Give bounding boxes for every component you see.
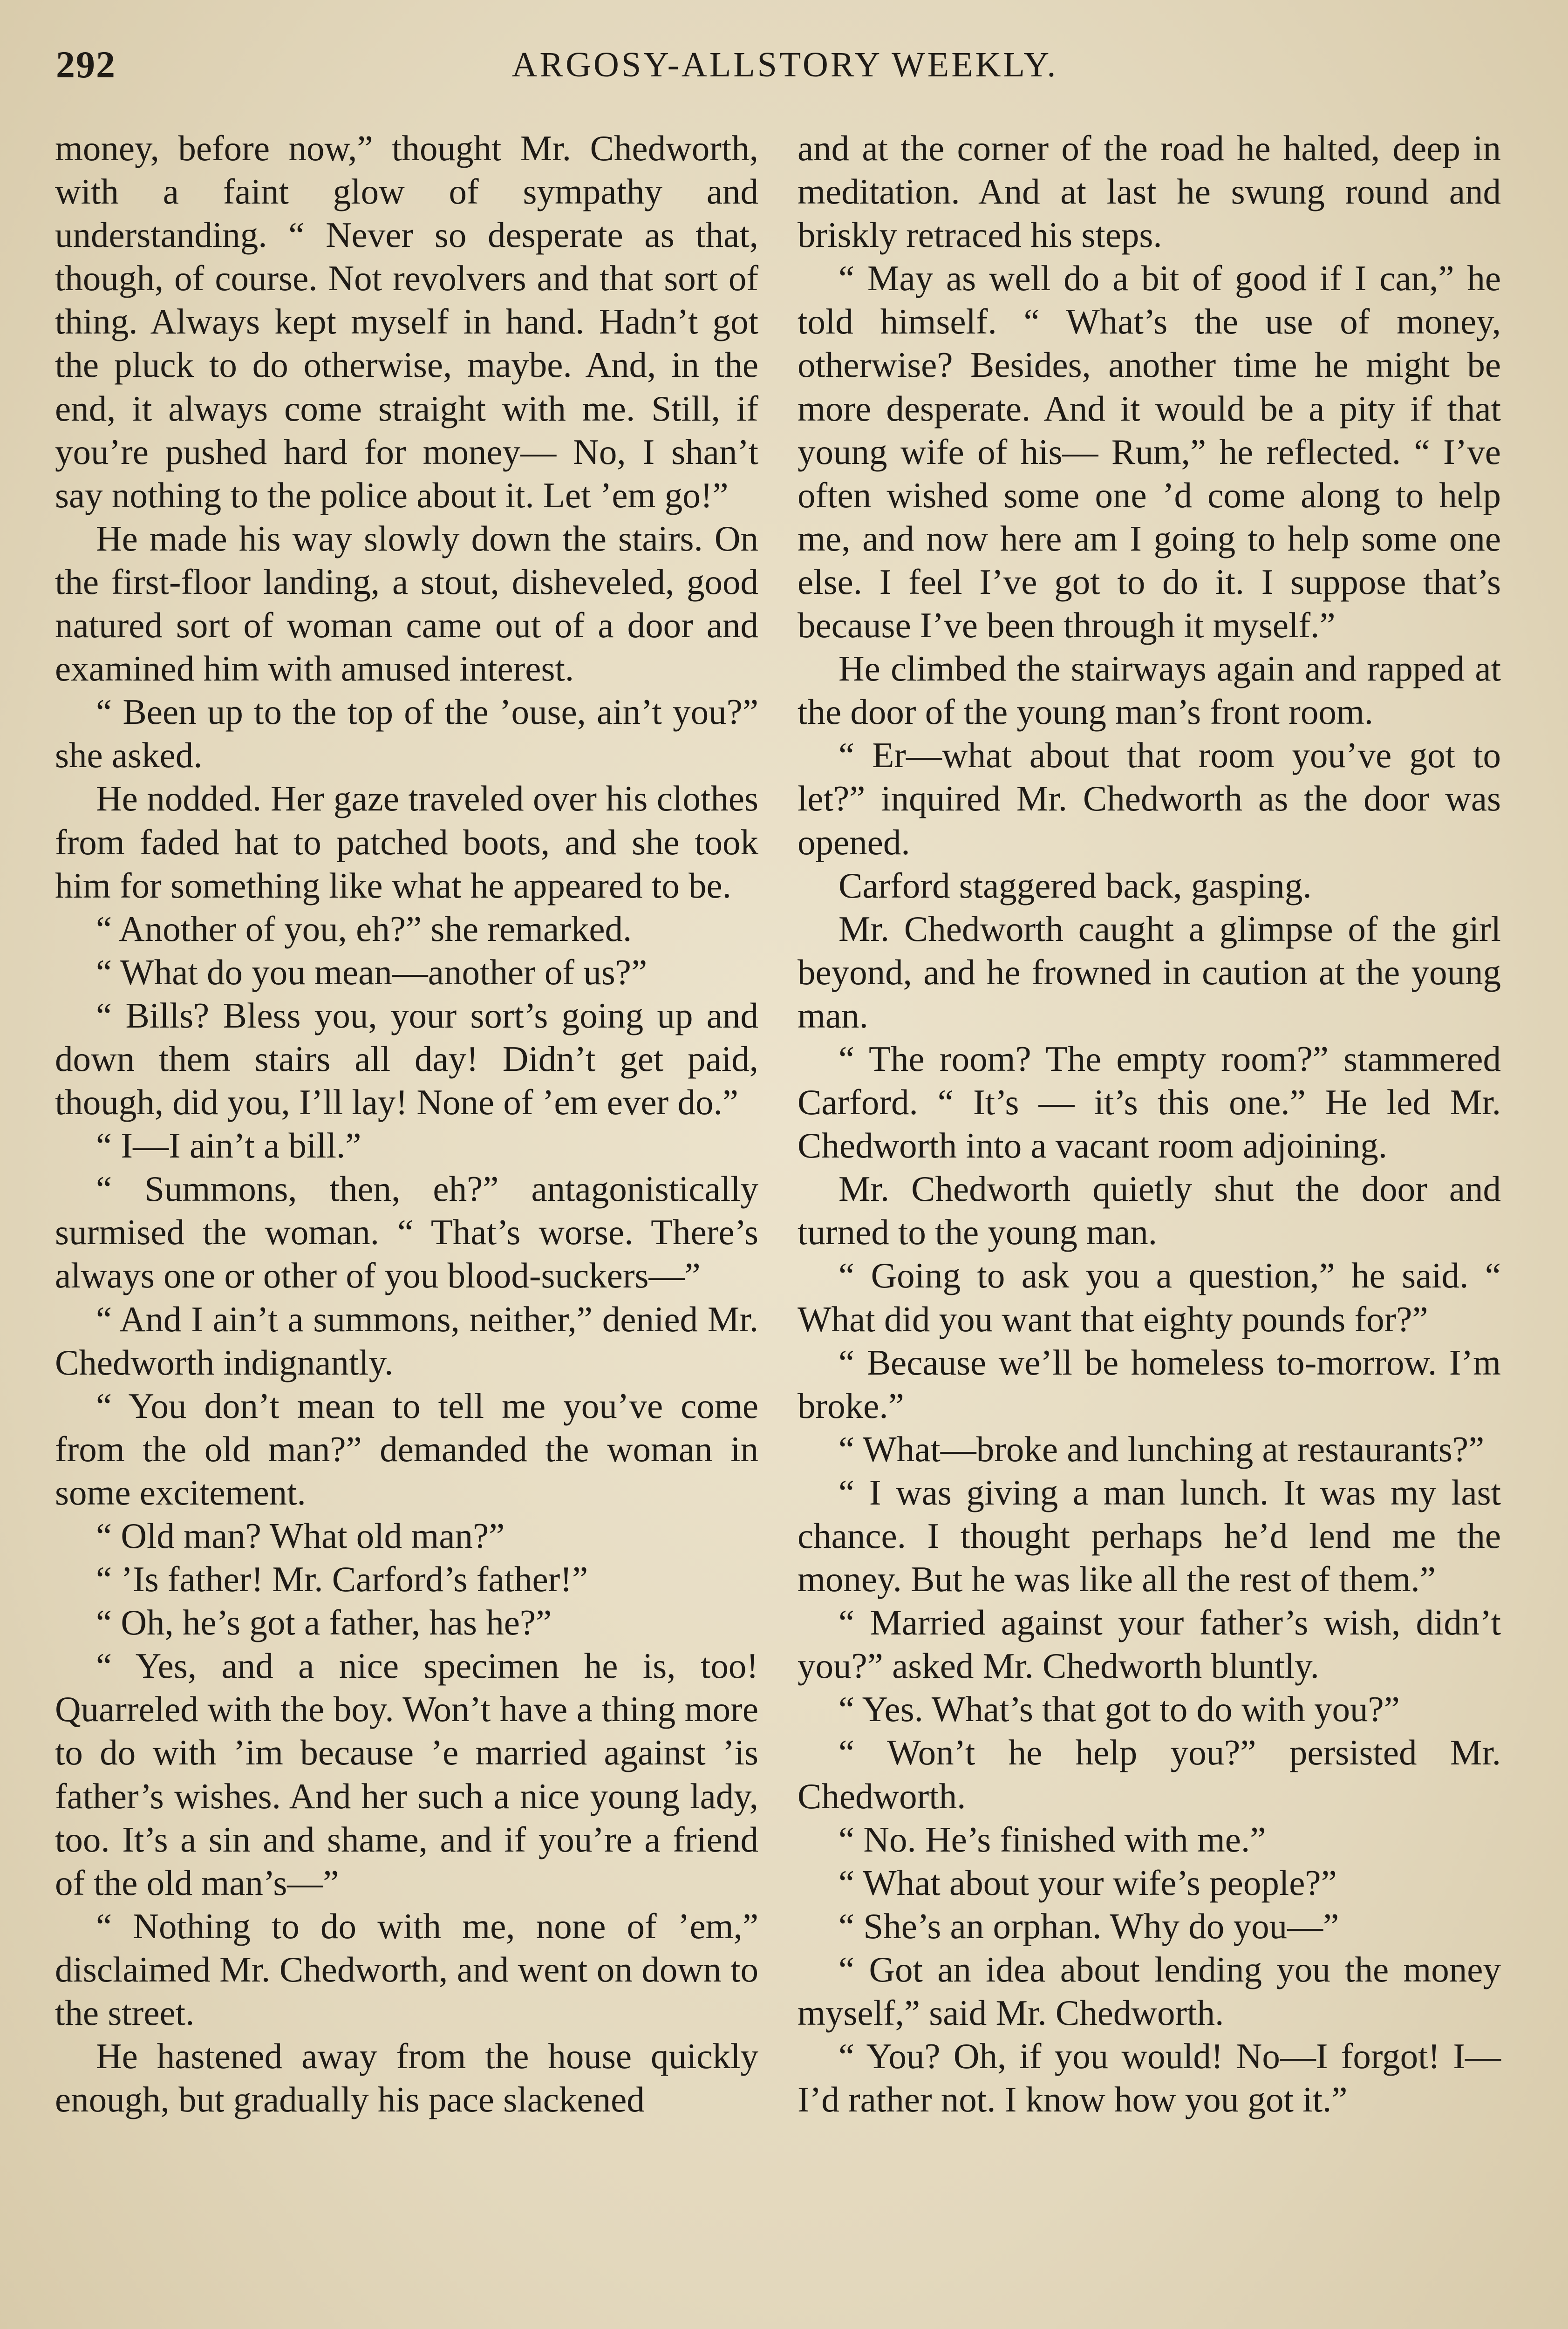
paragraph: “ Got an idea about lending you the money myself,” said Mr. Chedworth. <box>798 1949 1501 2033</box>
paragraph: “ I—I ain’t a bill.” <box>96 1125 361 1166</box>
running-title: ARGOSY-ALLSTORY WEEKLY. <box>511 45 1058 84</box>
paragraph: Mr. Chedworth quietly shut the door and turned to the young man. <box>798 1169 1501 1253</box>
paragraph: “ What—broke and lunching at restaurants?” <box>839 1429 1485 1469</box>
paragraph: Carford staggered back, gasping. <box>839 865 1312 906</box>
paragraph: “ Er—what about that room you’ve got to let?” inquired Mr. Chedworth as the door was opened. <box>798 735 1501 862</box>
paragraph: “ Yes, and a nice specimen he is, too! Quarreled with the boy. Won’t have a thing more to do with ’im because ’e married against ’is father’s wishes. And her such a nice young lady, too. It’s a sin and shame, and if you’re a friend of the old man’s—” <box>55 1646 758 1903</box>
paragraph: He climbed the stairways again and rapped at the door of the young man’s front room. <box>798 648 1501 732</box>
paragraph: “ Another of you, eh?” she remarked. <box>96 908 632 949</box>
paragraph: and at the corner of the road he halted, deep in meditation. And at last he swung round and briskly retraced his steps. <box>798 128 1501 255</box>
paragraph: “ Nothing to do with me, none of ’em,” disclaimed Mr. Chedworth, and went on down to the street. <box>55 1906 758 2033</box>
paragraph: He nodded. Her gaze traveled over his clothes from faded hat to patched boots, and she took him for something like what he appeared to be. <box>55 778 758 906</box>
paragraph: “ Won’t he help you?” persisted Mr. Chedworth. <box>798 1732 1501 1816</box>
page-header <box>56 43 1514 99</box>
paragraph: “ Old man? What old man?” <box>96 1516 505 1556</box>
paragraph: “ May as well do a bit of good if I can,” he told himself. “ What’s the use of money, otherwise? Besides, another time he might be more desperate. And it would be a pity if that young wife of his— Rum,” he reflected. “ I’ve often wished some one ’d come along to help me, and now here am I going to help some one else. I feel I’ve got to do it. I suppose that’s because I’ve been through it myself.” <box>798 258 1501 646</box>
paragraph: Mr. Chedworth caught a glimpse of the girl beyond, and he frowned in caution at the young man. <box>798 908 1501 1035</box>
paragraph: “ What about your wife’s people?” <box>839 1862 1337 1903</box>
paragraph: “ You don’t mean to tell me you’ve come from the old man?” demanded the woman in some excitement. <box>55 1385 758 1512</box>
paragraph: money, before now,” thought Mr. Chedworth, with a faint glow of sympathy and understanding. “ Never so desperate as that, though, of course. Not revolvers and that sort of thing. Always kept myself in hand. Hadn’t got the pluck to do otherwise, maybe. And, in the end, it always come straight with me. Still, if you’re pushed hard for money— No, I shan’t say nothing to the police about it. Let ’em go!” <box>55 128 758 515</box>
paragraph: “ Bills? Bless you, your sort’s going up and down them stairs all day! Didn’t get paid, though, did you, I’ll lay! None of ’em ever do.” <box>55 995 758 1123</box>
paragraph: “ Going to ask you a question,” he said. “ What did you want that eighty pounds for?” <box>798 1255 1501 1339</box>
paragraph: “ And I ain’t a summons, neither,” denied Mr. Chedworth indignantly. <box>55 1299 758 1382</box>
paragraph: “ No. He’s finished with me.” <box>839 1819 1266 1859</box>
paragraph: “ The room? The empty room?” stammered Carford. “ It’s — it’s this one.” He led Mr. Chedworth into a vacant room adjoining. <box>798 1038 1501 1166</box>
paragraph: “ I was giving a man lunch. It was my last chance. I thought perhaps he’d lend me the money. But he was like all the rest of them.” <box>798 1472 1501 1600</box>
left-text-column <box>55 127 758 2121</box>
paragraph: “ Married against your father’s wish, didn’t you?” asked Mr. Chedworth bluntly. <box>798 1602 1501 1686</box>
paragraph: “ Been up to the top of the ’ouse, ain’t you?” she asked. <box>55 692 758 776</box>
paragraph: “ Yes. What’s that got to do with you?” <box>839 1689 1400 1730</box>
paragraph: “ Summons, then, eh?” antagonistically surmised the woman. “ That’s worse. There’s always one or other of you blood-suckers—” <box>55 1169 758 1296</box>
paragraph: “ You? Oh, if you would! No—I forgot! I—I’d rather not. I know how you got it.” <box>798 2036 1501 2120</box>
paragraph: “ Oh, he’s got a father, has he?” <box>96 1602 552 1643</box>
page-number: 292 <box>56 43 116 86</box>
paragraph: “ She’s an orphan. Why do you—” <box>839 1906 1339 1946</box>
paragraph: He made his way slowly down the stairs. On the first-floor landing, a stout, disheveled, good natured sort of woman came out of a door and examined him with amused interest. <box>55 518 758 689</box>
paragraph: “ What do you mean—another of us?” <box>96 952 648 992</box>
paragraph: “ ’Is father! Mr. Carford’s father!” <box>96 1559 588 1600</box>
paragraph: He hastened away from the house quickly enough, but gradually his pace slackened <box>55 2036 758 2120</box>
right-text-column <box>798 127 1501 2121</box>
paragraph: “ Because we’ll be homeless to-morrow. I’m broke.” <box>798 1342 1501 1426</box>
